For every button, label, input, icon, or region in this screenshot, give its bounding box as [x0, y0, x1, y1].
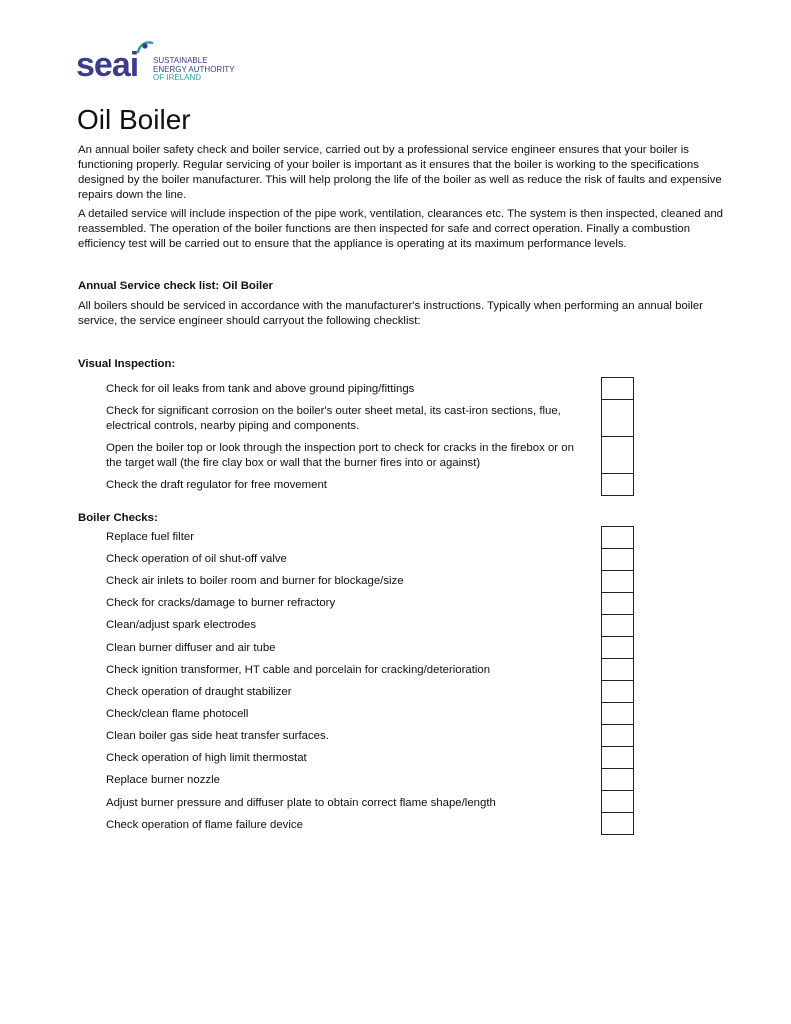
list-item: Adjust burner pressure and diffuser plate to obtain correct flame shape/length	[106, 797, 496, 809]
checkbox[interactable]	[601, 592, 634, 615]
list-item: Replace burner nozzle	[106, 774, 220, 786]
list-item: Check ignition transformer, HT cable and porcelain for cracking/deterioration	[106, 664, 491, 676]
checkbox[interactable]	[601, 473, 634, 496]
checkbox[interactable]	[601, 548, 634, 571]
checkbox[interactable]	[601, 436, 634, 474]
logo-wordmark: seai	[76, 46, 139, 84]
checkbox[interactable]	[601, 724, 634, 747]
logo-line-3: OF IRELAND	[153, 73, 202, 83]
intro-paragraph-1: An annual boiler safety check and boiler service, carried out by a professional service engineer ensures that your boiler is functioning properly. Regular servicing of your boiler is important as it ensures that the boiler is working to the specifications designed by the boiler manufacturer. This will help prolong the life of the boiler as well as reduce the risk of faults and expensive repairs down the line.	[78, 144, 722, 201]
list-item: Check operation of oil shut-off valve	[106, 553, 287, 565]
checkbox[interactable]	[601, 702, 634, 725]
checkbox[interactable]	[601, 768, 634, 791]
list-item: Check the draft regulator for free movement	[106, 479, 327, 491]
checkbox[interactable]	[601, 812, 634, 835]
list-item: Check for cracks/damage to burner refractory	[106, 597, 336, 609]
intro-paragraph-2: A detailed service will include inspection of the pipe work, ventilation, clearances etc. The system is then inspected, cleaned and reassembled. The operation of the boiler functions are then inspected for safe and correct operation. Finally a combustion efficiency test will be carried out to ensure that the appliance is operating at its maximum performance levels.	[78, 208, 723, 250]
boiler-checks-heading: Boiler Checks:	[78, 512, 158, 524]
page-title: Oil Boiler	[77, 104, 191, 135]
checkbox[interactable]	[601, 614, 634, 637]
checkbox[interactable]	[601, 790, 634, 813]
checkbox[interactable]	[601, 526, 634, 549]
list-item: Check for significant corrosion on the boiler's outer sheet metal, its cast-iron sections, flue, electrical controls, nearby piping and components.	[106, 405, 561, 432]
list-item: Replace fuel filter	[106, 531, 195, 543]
logo-tagline	[153, 57, 235, 83]
checkbox[interactable]	[601, 658, 634, 681]
list-item: Check/clean flame photocell	[106, 708, 249, 720]
list-item: Clean/adjust spark electrodes	[106, 619, 257, 631]
list-item: Clean burner diffuser and air tube	[106, 642, 276, 654]
list-item: Open the boiler top or look through the inspection port to check for cracks in the firebox or on the target wall (the fire clay box or wall that the burner fires into or against)	[106, 442, 574, 469]
checklist-heading: Annual Service check list: Oil Boiler	[78, 280, 273, 292]
checkbox[interactable]	[601, 377, 634, 400]
checkbox[interactable]	[601, 746, 634, 769]
list-item: Check air inlets to boiler room and burner for blockage/size	[106, 575, 404, 587]
list-item: Check for oil leaks from tank and above ground piping/fittings	[106, 383, 415, 395]
checkbox[interactable]	[601, 570, 634, 593]
checklist-intro: All boilers should be serviced in accordance with the manufacturer's instructions. Typically when performing an annual boiler service, the service engineer should carryout the following checklist:	[78, 300, 703, 327]
logo-line-1: SUSTAINABLE	[153, 56, 208, 65]
checkbox[interactable]	[601, 399, 634, 437]
checkbox[interactable]	[601, 636, 634, 659]
list-item: Check operation of flame failure device	[106, 819, 303, 831]
checkbox[interactable]	[601, 680, 634, 703]
list-item: Check operation of draught stabilizer	[106, 686, 292, 698]
logo-swoosh-icon	[136, 40, 154, 54]
list-item: Check operation of high limit thermostat	[106, 752, 307, 764]
seai-logo	[76, 40, 236, 86]
logo-line-2: ENERGY AUTHORITY	[153, 64, 235, 74]
visual-inspection-heading: Visual Inspection:	[78, 358, 176, 370]
list-item: Clean boiler gas side heat transfer surfaces.	[106, 730, 329, 742]
